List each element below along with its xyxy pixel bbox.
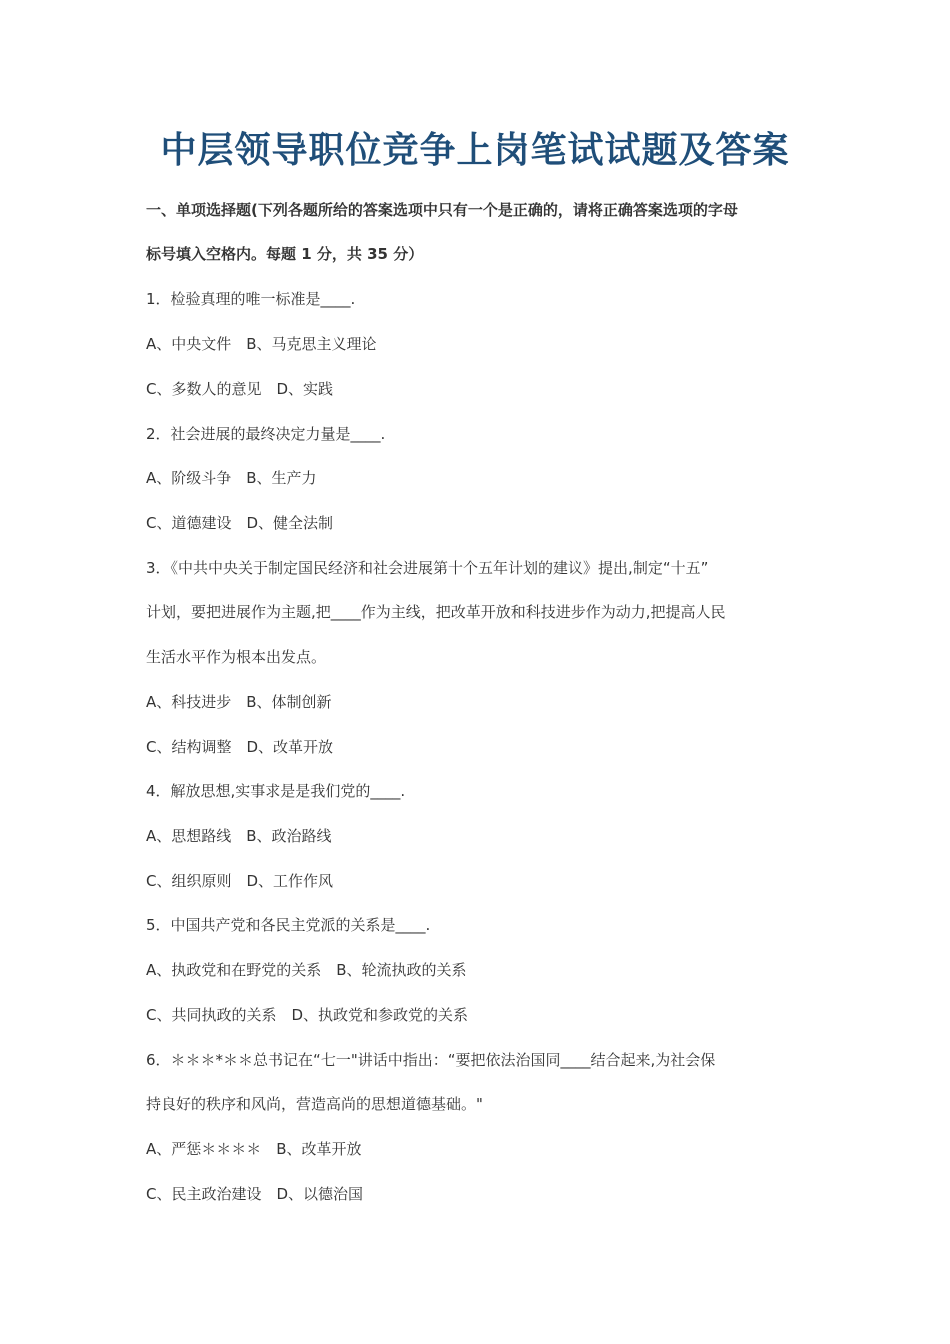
question-1-options-cd: C、多数人的意见 D、实践	[146, 380, 334, 398]
section-heading-line-1: 一、单项选择题(下列各题所给的答案选项中只有一个是正确的，请将正确答案选项的字母	[146, 201, 738, 219]
section-heading-line-2: 标号填入空格内。每题 1 分，共 35 分）	[146, 245, 424, 263]
question-3-stem-line-2: 计划，要把进展作为主题,把____作为主线，把改革开放和科技进步作为动力,把提高人民	[146, 603, 726, 621]
question-5-options-ab: A、执政党和在野党的关系 B、轮流执政的关系	[146, 961, 467, 979]
question-3-options-cd: C、结构调整 D、改革开放	[146, 738, 334, 756]
question-6-stem-line-2: 持良好的秩序和风尚，营造高尚的思想道德基础。"	[146, 1095, 483, 1113]
question-3-stem-line-1: 3．《中共中央关于制定国民经济和社会进展第十个五年计划的建议》提出,制定“十五”	[146, 559, 709, 577]
question-3-options-ab: A、科技进步 B、体制创新	[146, 693, 332, 711]
question-6-options-ab: A、严惩＊＊＊＊ B、改革开放	[146, 1140, 362, 1158]
question-4-options-cd: C、组织原则 D、工作作风	[146, 872, 334, 890]
question-2-options-ab: A、阶级斗争 B、生产力	[146, 469, 317, 487]
question-5-options-cd: C、共同执政的关系 D、执政党和参政党的关系	[146, 1006, 469, 1024]
question-6-stem-line-1: 6．＊＊＊*＊＊总书记在“七一"讲话中指出：“要把依法治国同____结合起来,为社会保	[146, 1051, 716, 1069]
question-4-stem: 4．解放思想,实事求是是我们党的____.	[146, 782, 406, 800]
document-title: 中层领导职位竞争上岗笔试试题及答案	[160, 129, 790, 171]
question-2-stem: 2．社会进展的最终决定力量是____.	[146, 425, 386, 443]
question-4-options-ab: A、思想路线 B、政治路线	[146, 827, 332, 845]
question-2-options-cd: C、道德建设 D、健全法制	[146, 514, 334, 532]
question-1-options-ab: A、中央文件 B、马克思主义理论	[146, 335, 377, 353]
question-5-stem: 5．中国共产党和各民主党派的关系是____.	[146, 916, 431, 934]
question-1-stem: 1．检验真理的唯一标准是____.	[146, 290, 356, 308]
question-6-options-cd: C、民主政治建设 D、以德治国	[146, 1185, 364, 1203]
question-3-stem-line-3: 生活水平作为根本出发点。	[146, 648, 327, 666]
